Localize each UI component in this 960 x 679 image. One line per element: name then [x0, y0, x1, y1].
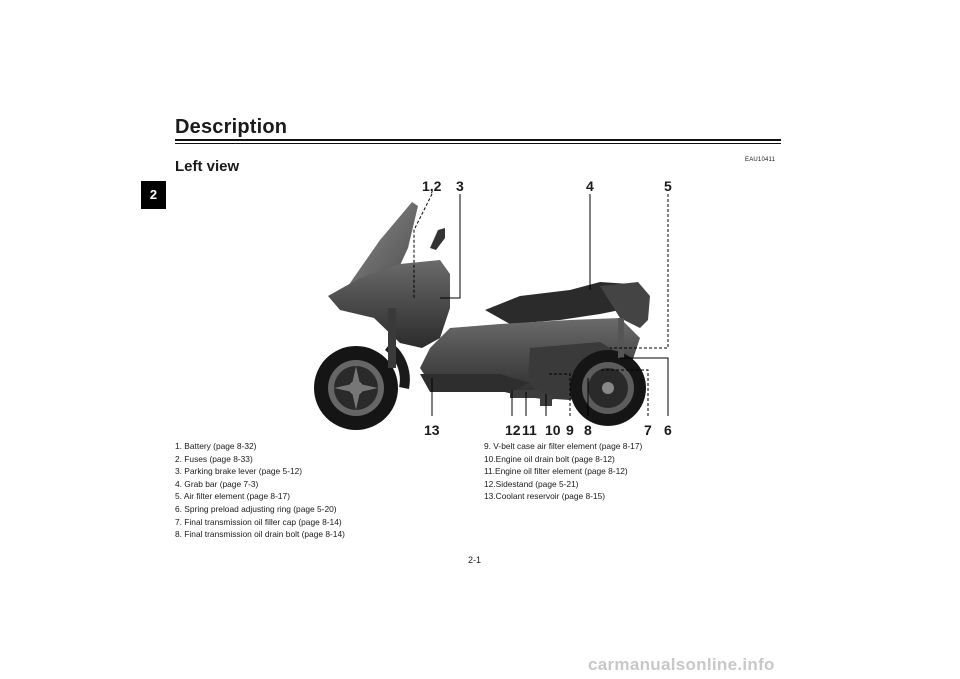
legend-item: 10.Engine oil drain bolt (page 8-12)	[484, 453, 615, 464]
legend-item: 2. Fuses (page 8-33)	[175, 453, 253, 464]
legend-item: 8. Final transmission oil drain bolt (page 8-14)	[175, 529, 345, 540]
legend-item: 11.Engine oil filter element (page 8-12)	[484, 466, 628, 477]
legend-item: 1. Battery (page 8-32)	[175, 441, 257, 451]
legend-item: 7. Final transmission oil filler cap (page 8-14)	[175, 516, 342, 527]
legend-item: 4. Grab bar (page 7-3)	[175, 478, 259, 489]
legend-item: 5. Air filter element (page 8-17)	[175, 491, 290, 502]
callout-13: 13	[424, 422, 440, 438]
callout-10: 10	[545, 422, 561, 438]
callout-12: 12	[505, 422, 521, 438]
title-rule-thin	[175, 143, 781, 144]
callout-11: 11	[522, 422, 537, 438]
scooter-drawing	[300, 178, 700, 440]
section-title: Left view	[175, 158, 240, 175]
scooter-illustration	[300, 178, 700, 440]
legend-left	[175, 440, 345, 541]
legend-item: 6. Spring preload adjusting ring (page 5-20)	[175, 503, 337, 514]
legend-right	[484, 440, 642, 503]
document-code: EAU10411	[745, 157, 776, 163]
legend-item: 13.Coolant reservoir (page 8-15)	[484, 491, 606, 502]
legend-item: 3. Parking brake lever (page 5-12)	[175, 466, 303, 477]
callout-5: 5	[664, 178, 672, 194]
callout-7: 7	[644, 422, 652, 438]
callout-6: 6	[664, 422, 672, 438]
chapter-tab: 2	[141, 181, 166, 209]
legend-item: 12.Sidestand (page 5-21)	[484, 478, 579, 489]
callout-3: 3	[456, 178, 464, 194]
callout-4: 4	[586, 178, 594, 194]
title-rule	[175, 139, 781, 141]
page-title: Description	[175, 116, 288, 138]
watermark-link[interactable]: carmanualsonline.info	[588, 655, 775, 674]
callout-9: 9	[566, 422, 574, 438]
callout-8: 8	[584, 422, 592, 438]
legend-item: 9. V-belt case air filter element (page 8-17)	[484, 441, 643, 451]
page-number: 2-1	[468, 555, 482, 565]
callout-1-2: 1,2	[422, 178, 442, 194]
